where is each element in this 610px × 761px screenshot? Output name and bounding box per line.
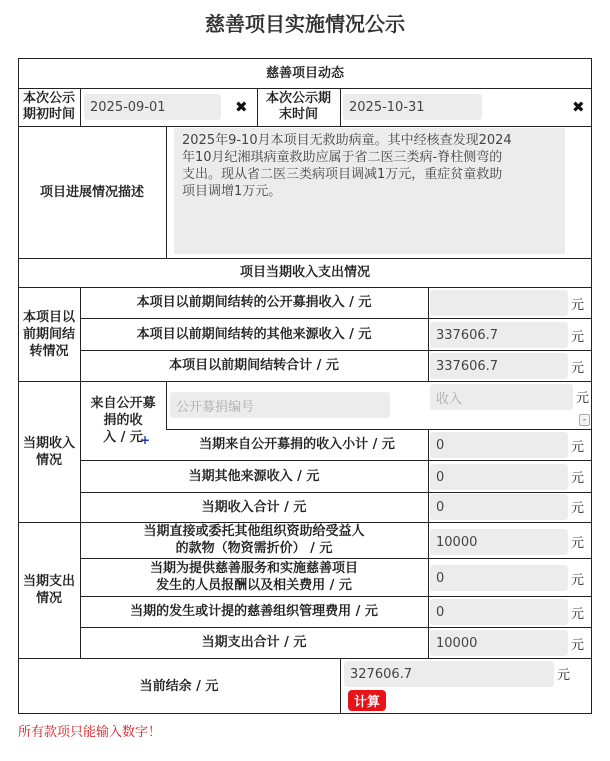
other-income-label: 当期其他来源收入 / 元 [188, 468, 320, 484]
section-header-finance: 项目当期收入支出情况 [239, 265, 370, 280]
numeric-only-note: 所有款项只能输入数字！ [18, 725, 162, 740]
unit-label: 元 [571, 440, 585, 455]
unit-label: 元 [571, 330, 585, 345]
prior-public-input[interactable] [430, 290, 568, 316]
unit-label: 元 [557, 668, 571, 683]
unit-label: 元 [571, 361, 585, 376]
unit-label: 元 [571, 471, 585, 486]
unit-label: 元 [571, 573, 585, 588]
unit-label: 元 [571, 536, 585, 551]
grants-input[interactable]: 10000 [430, 529, 568, 555]
clear-start-date-icon[interactable]: ✖ [235, 98, 248, 116]
income-total-input[interactable]: 0 [430, 494, 568, 520]
prior-total-label: 本项目以前期间结转合计 / 元 [169, 358, 339, 373]
remove-income-icon[interactable]: - [579, 414, 590, 426]
income-total-label: 当期收入合计 / 元 [201, 499, 307, 515]
end-time-label: 本次公示期 末时间 [265, 91, 331, 122]
calculate-button[interactable]: 计算 [348, 690, 386, 711]
other-income-input[interactable]: 0 [430, 464, 568, 490]
unit-label: 元 [571, 298, 585, 313]
unit-label: 元 [571, 501, 585, 516]
income-input[interactable]: 收入 [430, 384, 573, 410]
prior-total-input[interactable]: 337606.7 [430, 353, 568, 379]
start-date-input[interactable]: 2025-09-01 [84, 94, 221, 120]
mgmt-cost-input[interactable]: 0 [430, 599, 568, 625]
add-fundraising-icon[interactable]: + [140, 433, 151, 447]
staff-cost-label: 当期为提供慈善服务和实施慈善项目 发生的人员报酬以及相关费用 / 元 [149, 561, 358, 593]
prior-other-input[interactable]: 337606.7 [430, 322, 568, 348]
balance-label: 当前结余 / 元 [139, 678, 219, 694]
expense-total-input[interactable]: 10000 [430, 630, 568, 656]
unit-label: 元 [571, 607, 585, 622]
unit-label: 元 [571, 638, 585, 653]
prior-other-label: 本项目以前期间结转的其他来源收入 / 元 [136, 326, 372, 342]
page-title: 慈善项目实施情况公示 [205, 12, 405, 36]
public-subtotal-label: 当期来自公开募捐的收入小计 / 元 [199, 437, 395, 452]
clear-end-date-icon[interactable]: ✖ [572, 98, 585, 116]
public-fund-label: 来自公开募 捐的收 入 / 元 [90, 396, 156, 445]
public-subtotal-input[interactable]: 0 [430, 432, 568, 458]
prior-public-label: 本项目以前期间结转的公开募捐收入 / 元 [136, 295, 372, 310]
balance-input[interactable]: 327606.7 [344, 661, 554, 687]
progress-textarea[interactable]: 2025年9-10月本项目无救助病童。其中经核查发现2024 年10月纪湘琪病童救助应属于省二医三类病-脊柱侧弯的 支出。现从省二医三类病项目调减1万元，重症贫童救助 项目调增1万元。 [174, 128, 565, 254]
fundraising-no-input[interactable]: 公开募捐编号 [170, 392, 390, 418]
staff-cost-input[interactable]: 0 [430, 565, 568, 591]
mgmt-cost-label: 当期的发生或计提的慈善组织管理费用 / 元 [130, 604, 378, 619]
unit-label: 元 [576, 391, 590, 406]
expense-group-label: 当期支出 情况 [22, 574, 75, 606]
end-date-input[interactable]: 2025-10-31 [343, 94, 482, 120]
income-group-label: 当期收入 情况 [22, 435, 75, 468]
section-header-dynamics: 慈善项目动态 [265, 65, 344, 81]
progress-label: 项目进展情况描述 [39, 184, 144, 200]
expense-total-label: 当期支出合计 / 元 [201, 635, 307, 650]
start-time-label: 本次公示 期初时间 [22, 91, 75, 122]
grants-label: 当期直接或委托其他组织资助给受益人 的款物（物资需折价） / 元 [143, 524, 365, 556]
prior-period-group-label: 本项目以 前期间结 转情况 [22, 309, 75, 359]
